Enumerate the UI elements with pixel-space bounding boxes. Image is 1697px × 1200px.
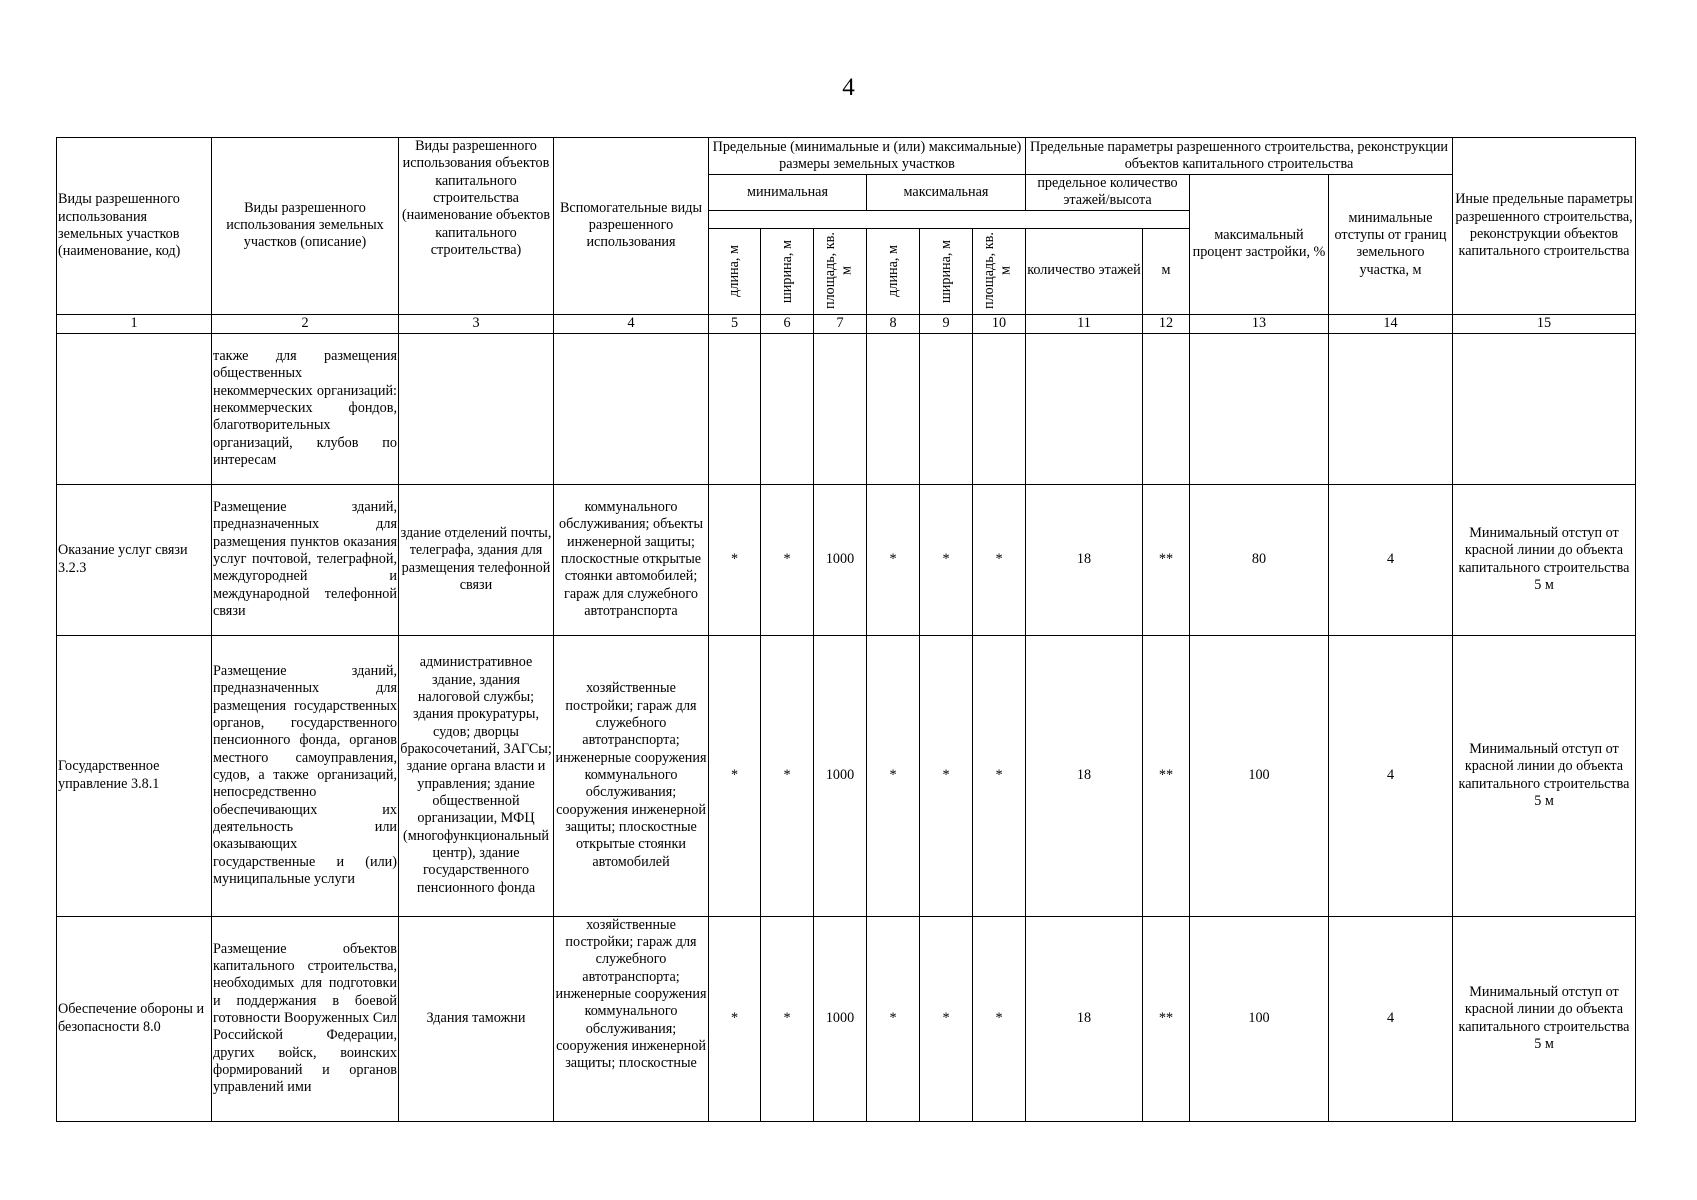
row-min-width: * [761, 916, 814, 1121]
row-max-area: * [973, 916, 1026, 1121]
column-number: 3 [399, 314, 554, 333]
header-maximal: максимальная [867, 175, 1026, 211]
row-min-width [761, 333, 814, 484]
row-max-width: * [920, 635, 973, 916]
row-floors: 18 [1026, 484, 1143, 635]
row-max-length: * [867, 916, 920, 1121]
row-setback: 4 [1329, 635, 1453, 916]
row-other: Минимальный отступ от красной линии до объекта капитального строительства 5 м [1453, 916, 1636, 1121]
regulations-table [56, 137, 1636, 1122]
table-row [57, 635, 1636, 916]
row-name: Обеспечение обороны и безопасности 8.0 [57, 916, 212, 1121]
header-build-params: Предельные параметры разрешенного строительства, реконструкции объектов капитального строительства [1026, 138, 1453, 175]
header-capital-objects: Виды разрешенного использования объектов капитального строительства (наименование объектов капитального строительства) [399, 138, 554, 315]
header-minimal: минимальная [709, 175, 867, 211]
row-height: ** [1143, 484, 1190, 635]
row-description: Размещение объектов капитального строительства, необходимых для подготовки и поддержания в боевой готовности Вооруженных Сил Российской Федерации, других войск, воинских формирований и органов управлений ими [212, 916, 399, 1121]
row-max-area [973, 333, 1026, 484]
row-min-length: * [709, 916, 761, 1121]
row-min-width: * [761, 635, 814, 916]
row-objects [399, 333, 554, 484]
row-auxiliary: хозяйственные постройки; гараж для служебного автотранспорта; инженерные сооружения коммунального обслуживания; сооружения инженерной защиты; плоскостные открытые стоянки автомобилей [554, 635, 709, 916]
header-max-percent: максимальный процент застройки, % [1190, 175, 1329, 315]
row-max-width: * [920, 484, 973, 635]
row-percent [1190, 333, 1329, 484]
column-number: 13 [1190, 314, 1329, 333]
row-setback: 4 [1329, 484, 1453, 635]
row-min-area [814, 333, 867, 484]
column-number: 10 [973, 314, 1026, 333]
header-max-width: ширина, м [920, 228, 973, 314]
row-setback: 4 [1329, 916, 1453, 1121]
row-min-length: * [709, 484, 761, 635]
column-number: 1 [57, 314, 212, 333]
row-max-area: * [973, 484, 1026, 635]
row-auxiliary: хозяйственные постройки; гараж для служебного автотранспорта; инженерные сооружения коммунального обслуживания; сооружения инженерной защиты; плоскостные [554, 916, 709, 1121]
row-min-width: * [761, 484, 814, 635]
row-objects: административное здание, здания налоговой службы; здания прокуратуры, судов; дворцы бракосочетаний, ЗАГСы; здание органа власти и управления; здание общественной организации, МФЦ (многофункциональный центр), здание государственного пенсионного фонда [399, 635, 554, 916]
header-max-length: длина, м [867, 228, 920, 314]
row-min-area: 1000 [814, 635, 867, 916]
header-min-length: длина, м [709, 228, 761, 314]
row-floors: 18 [1026, 635, 1143, 916]
row-floors: 18 [1026, 916, 1143, 1121]
header-auxiliary-uses: Вспомогательные виды разрешенного использования [554, 138, 709, 315]
header-land-use-description: Виды разрешенного использования земельных участков (описание) [212, 138, 399, 315]
row-auxiliary [554, 333, 709, 484]
column-number: 12 [1143, 314, 1190, 333]
row-description: Размещение зданий, предназначенных для размещения государственных органов, государственного пенсионного фонда, органов местного самоуправления, судов, а также организаций, непосредственно обеспечивающих их деятельность или оказывающих государственные и (или) муниципальные услуги [212, 635, 399, 916]
row-min-area: 1000 [814, 484, 867, 635]
column-number: 8 [867, 314, 920, 333]
row-floors [1026, 333, 1143, 484]
column-number: 11 [1026, 314, 1143, 333]
header-land-use-name: Виды разрешенного использования земельных участков (наименование, код) [57, 138, 212, 315]
row-max-length: * [867, 635, 920, 916]
header-max-area: площадь, кв. м [973, 228, 1026, 314]
column-number: 15 [1453, 314, 1636, 333]
header-min-area: площадь, кв. м [814, 228, 867, 314]
row-other [1453, 333, 1636, 484]
row-other: Минимальный отступ от красной линии до объекта капитального строительства 5 м [1453, 635, 1636, 916]
table-row [57, 333, 1636, 484]
row-name: Государственное управление 3.8.1 [57, 635, 212, 916]
column-number: 7 [814, 314, 867, 333]
row-max-length [867, 333, 920, 484]
row-max-length: * [867, 484, 920, 635]
row-min-area: 1000 [814, 916, 867, 1121]
column-number: 6 [761, 314, 814, 333]
row-objects: Здания таможни [399, 916, 554, 1121]
table-row [57, 916, 1636, 1121]
row-auxiliary: коммунального обслуживания; объекты инженерной защиты; плоскостные открытые стоянки автомобилей; гараж для служебного автотранспорта [554, 484, 709, 635]
row-other: Минимальный отступ от красной линии до объекта капитального строительства 5 м [1453, 484, 1636, 635]
header-min-width: ширина, м [761, 228, 814, 314]
row-min-length [709, 333, 761, 484]
row-height [1143, 333, 1190, 484]
header-min-setback: минимальные отступы от границ земельного участка, м [1329, 175, 1453, 315]
row-name [57, 333, 212, 484]
row-height: ** [1143, 635, 1190, 916]
row-description: также для размещения общественных некоммерческих организаций: некоммерческих фондов, благотворительных организаций, клубов по интересам [212, 333, 399, 484]
row-description: Размещение зданий, предназначенных для размещения пунктов оказания услуг почтовой, телеграфной, междугородней и международной телефонной связи [212, 484, 399, 635]
row-percent: 80 [1190, 484, 1329, 635]
header-other-params: Иные предельные параметры разрешенного строительства, реконструкции объектов капитального строительства [1453, 138, 1636, 315]
row-percent: 100 [1190, 635, 1329, 916]
table-row [57, 484, 1636, 635]
header-plot-sizes: Предельные (минимальные и (или) максимальные) размеры земельных участков [709, 138, 1026, 175]
row-max-width: * [920, 916, 973, 1121]
row-percent: 100 [1190, 916, 1329, 1121]
header-meters: м [1143, 228, 1190, 314]
column-number: 2 [212, 314, 399, 333]
row-name: Оказание услуг связи 3.2.3 [57, 484, 212, 635]
row-max-width [920, 333, 973, 484]
column-number: 5 [709, 314, 761, 333]
column-number: 4 [554, 314, 709, 333]
row-min-length: * [709, 635, 761, 916]
column-number: 9 [920, 314, 973, 333]
column-number: 14 [1329, 314, 1453, 333]
row-setback [1329, 333, 1453, 484]
column-numbers-row [57, 314, 1636, 333]
header-floors-height: предельное количество этажей/высота [1026, 175, 1190, 211]
header-floors: количество этажей [1026, 228, 1143, 314]
row-max-area: * [973, 635, 1026, 916]
page-number: 4 [842, 74, 855, 101]
row-objects: здание отделений почты, телеграфа, здания для размещения телефонной связи [399, 484, 554, 635]
row-height: ** [1143, 916, 1190, 1121]
